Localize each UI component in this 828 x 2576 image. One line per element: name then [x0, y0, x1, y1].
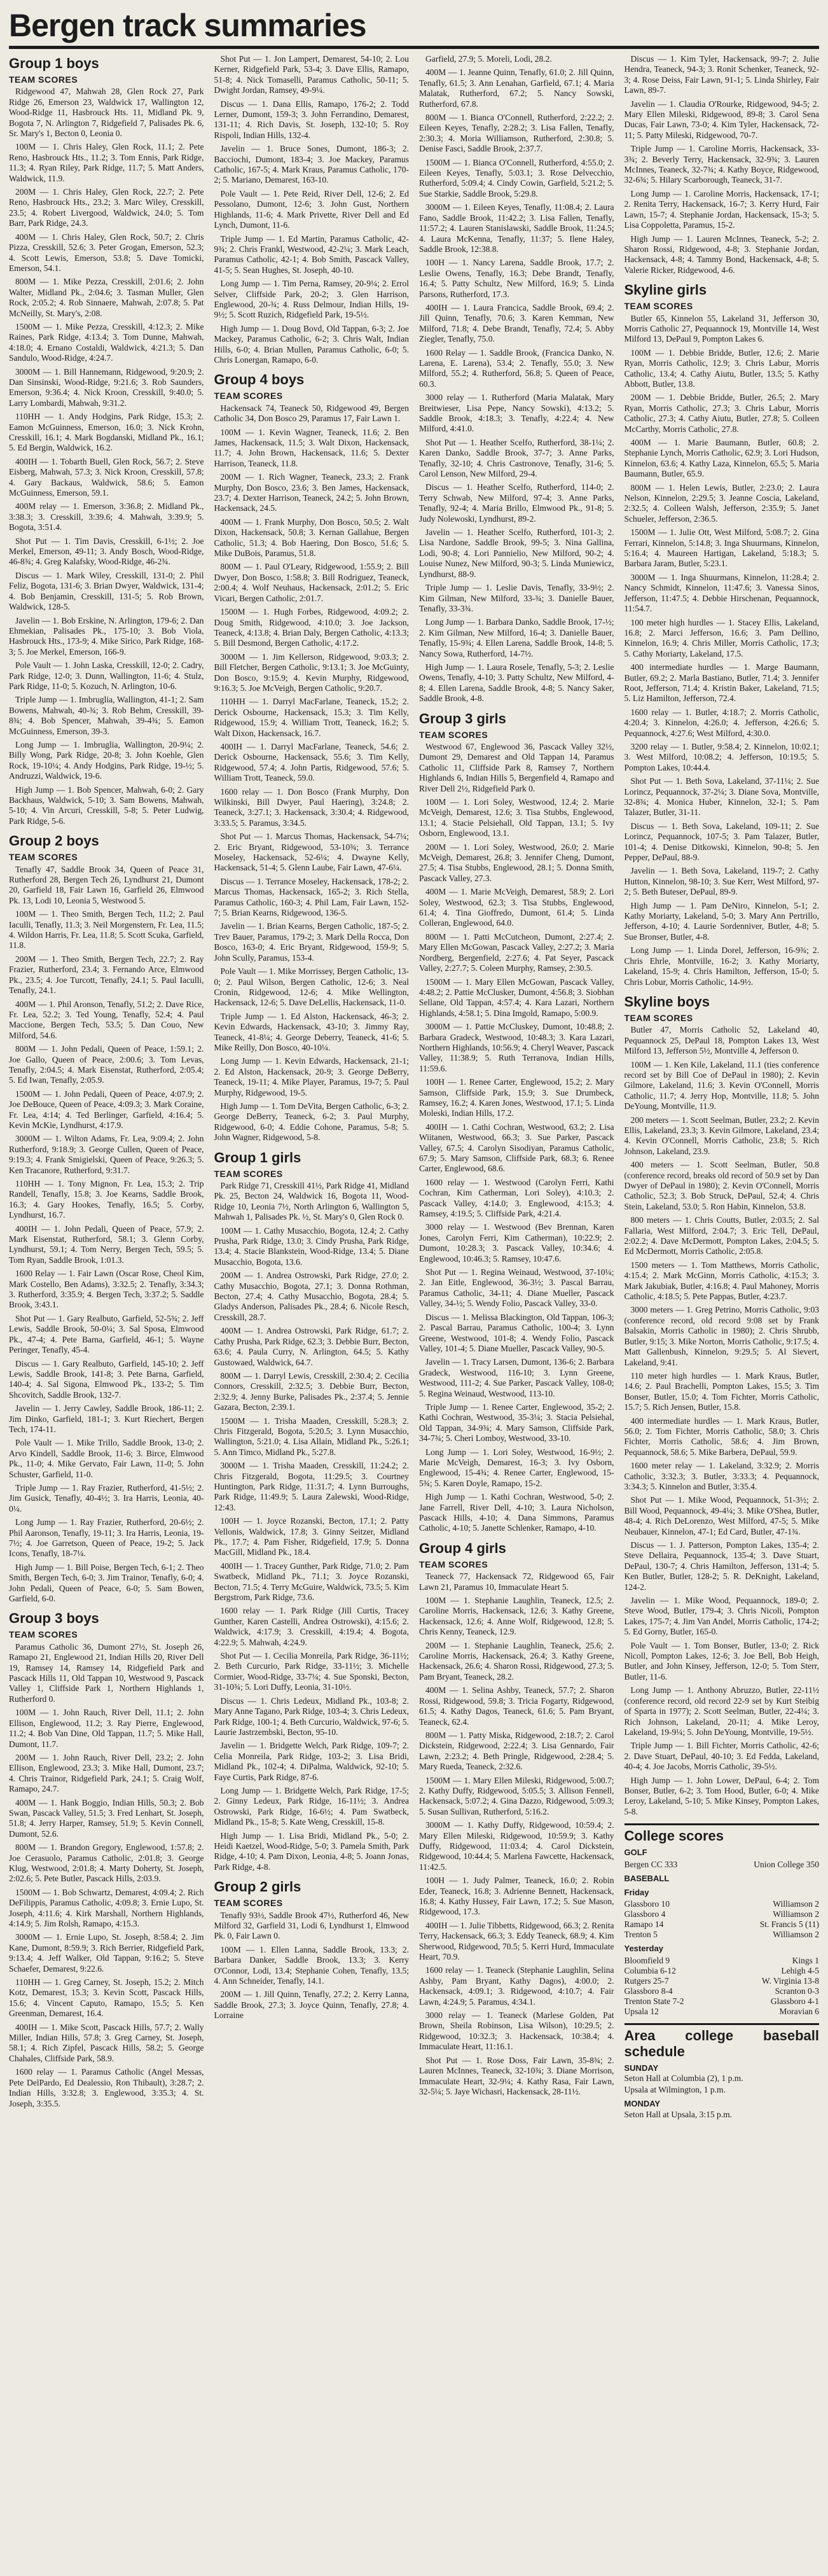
section-heading: Group 3 boys — [9, 1610, 99, 1627]
score-row — [624, 1899, 820, 1909]
result-paragraph: 800M — 1. Brandon Gregory, Englewood, 1:57.8; 2. Joe Cerasuolo, Paramus Catholic, 2:01.8; 3. George Klug, Westwood, 2:01.8; 4. Marty Doherty, St. Joseph, 2:02.6; 5. Pete Butler, Pascack Hills, 2:03.9. — [9, 1842, 204, 1884]
result-paragraph: 100M — 1. Cathy Musacchio, Bogota, 12.4; 2. Cathy Prusha, Park Ridge, 13.0; 3. Cindy Prusha, Park Ridge, 13.4; 4. Stacie Blankstein, Wood-Ridge, 13.4; 5. Diane Musacchio, Bogota, 13.6. — [214, 1225, 409, 1267]
result-paragraph: Shot Put — 1. Gary Realbuto, Garfield, 52-5¾; 2. Jeff Lewis, Saddle Brook, 50-0¼; 3. Sal Sposa, Elmwood Pk., 47-4; 4. Pete Barna, Garfield, 46-1; 5. Wayne Peringer, Tenafly, 45-4. — [9, 1313, 204, 1355]
score-right: Williamson 2 — [773, 1930, 819, 1940]
section-heading: Group 4 girls — [419, 1540, 506, 1556]
headline-rule — [9, 46, 819, 49]
result-paragraph: Pole Vault — 1. Mike Trillo, Saddle Brook, 13-0; 2. Arvo Kindell, Saddle Brook, 11-6; 3. Birce, Elmwood Pk., 11-0; 4. Mike Gervato, Fair Lawn, 11-0; 5. John Schuster, Garfield, 11-0. — [9, 1438, 204, 1479]
column-3 — [419, 54, 614, 2100]
schedule-day: SUNDAY — [624, 2063, 659, 2073]
result-paragraph: 800M — 1. John Pedali, Queen of Peace, 1:59.1; 2. Joe Gallo, Queen of Peace, 2:00.6; 3. Tom Levas, Tenafly, 2:04.5; 4. Mark Eisenstat, Rutherford, 2:05.4; 5. Ed Iwan, Tenafly, 2:05.9. — [9, 1044, 204, 1085]
result-paragraph: Shot Put — 1. Jon Lampert, Demarest, 54-10; 2. Lou Kerner, Ridgefield Park, 53-4; 3. Dave Ellis, Ramapo, 51-8; 4. Nick Tomaselli, Paramus Catholic, 50-11; 5. Dwight Jordan, Ramsey, 49-9¼. — [214, 54, 409, 95]
column-4-body — [624, 54, 820, 1817]
result-paragraph: 800M — 1. Mike Pezza, Cresskill, 2:01.6; 2. John Walter, Midland Pk., 2:04.6; 3. Tasman Muller, Glen Rock, 2:05.2; 4. Rob Sinnaere, Mahwah, 2:07.8; 5. Pat McNeilly, St. Mary's, 2:08. — [9, 277, 204, 318]
result-paragraph: 400IH — 1. Cathi Cochran, Westwood, 63.2; 2. Lisa Wiitanen, Westwood, 66.3; 3. Sue Parker, Pascack Valley, 67.5; 4. Carolyn Sisodiyan, Paramus Catholic, 67.9; 5. Mary Samson, Cliffside Park, 68.3; 6. Renee Carter, Englewood, 68.6. — [419, 1122, 614, 1174]
result-paragraph: High Jump — 1. Bob Spencer, Mahwah, 6-0; 2. Gary Backhaus, Waldwick, 5-10; 3. Sam Bowens, Mahwah, 5-10; 4. Vin Arcuri, Cresskill, 5-8; 5. Peter Ludwig, Park Ridge, 5-6. — [9, 784, 204, 826]
result-paragraph: Hackensack 74, Teaneck 50, Ridgewood 49, Bergen Catholic 34, Don Bosco 29, Paramus 17, Fair Lawn 1. — [214, 403, 409, 424]
result-paragraph: Discus — 1. Mark Wiley, Cresskill, 131-0; 2. Phil Feliz, Bogota, 131-6; 3. Brian Dwyer, Waldwick, 131-4; 4. Bob Benjamin, Cresskill, 131-5; 5. Rob Brown, Waldwick, 128-5. — [9, 570, 204, 612]
result-paragraph: Long Jump — 1. Kevin Edwards, Hackensack, 21-1; 2. Ed Alston, Hackensack, 20-9; 3. George DeBerry, Teaneck, 19-11; 4. Mike Player, Paramus, 19-7; 5. Paul Murphy, Ridgewood, 19-5. — [214, 1056, 409, 1097]
result-paragraph: 1500M — 1. John Pedali, Queen of Peace, 4:07.9; 2. Joe DeBouce, Queen of Peace, 4:09.3; 3. Mark Coraine, Fr. Lea, 4:14; 4. Ted Berlinger, Garfield, 4:16.4; 5. Kevin McKie, Lyndhurst, 4:17.9. — [9, 1089, 204, 1130]
score-right: St. Francis 5 (11) — [759, 1919, 819, 1930]
result-paragraph: 400M — 1. Selina Ashby, Teaneck, 57.7; 2. Sharon Rossi, Ridgewood, 59.8; 3. Tricia Fogarty, Ridgewood, 61.5; 4. Kathy Dagos, Teaneck, 61.6; 5. Pam Bryant, Teaneck, 62.4. — [419, 1685, 614, 1727]
result-paragraph: 200M — 1. Rich Wagner, Teaneck, 23.3; 2. Frank Murphy, Don Bosco, 23.6; 3. Ben James, Hackensack, 23.7; 4. Dexter Harrison, Teaneck, 24.2; 5. John Brown, Hackensack, 24.5. — [214, 472, 409, 513]
result-paragraph: Westwood 67, Englewood 36, Pascack Valley 32½, Dumont 29, Demarest and Old Tappan 14, Paramus Catholic 11, Cliffside Park 8, Ramsey 7, Northern Highlands 6, Indian Hills 5, Bergenfield 4, Ramapo and River Dell 2½, Ridgefield Park 0. — [419, 741, 614, 793]
result-paragraph: 3000 relay — 1. Rutherford (Maria Malatak, Mary Breitwieser, Lisa Pepe, Nancy Sowski), 4:13.2; 5. Saddle Brook, 4:18.3; 3. Tenafly, 4:22.4; 4. New Milford, 4:41.0. — [419, 393, 614, 434]
result-paragraph: Discus — 1. Chris Ledeux, Midland Pk., 103-8; 2. Mary Anne Tagano, Park Ridge, 103-4; 3. Chris Ledeux, Park Ridge, 100-1; 4. Beth Curcurio, Waldwick, 97-6; 5. Laurie Jastrzembski, Becton, 95-10. — [214, 1695, 409, 1737]
result-paragraph: Pole Vault — 1. Tom Bonser, Butler, 13-0; 2. Rick Nicoll, Pompton Lakes, 12-6; 3. Joe Bell, Bob Heigh, Butler, and John Kinsey, Jefferson, 12-0; 5. Tom Sterr, Butler, 11-6. — [624, 1640, 819, 1681]
result-paragraph: 3200 relay — 1. Butler, 9:58.4; 2. Kinnelon, 10:02.1; 3. West Milford, 10:08.2; 4. Jefferson, 10:19.5; 5. Pompton Lakes, 10:44.4. — [624, 741, 819, 772]
result-paragraph: 400IH — 1. Tobarth Buell, Glen Rock, 56.7; 2. Steve Eisberg, Mahwah, 57.3; 3. Nick Kroon, Cresskill, 57.8; 4. Gary Backaus, Waldwick, 58.6; 5. Eamon McGuinness, Emerson, 59.1. — [9, 456, 204, 498]
result-paragraph: 400IH — 1. Julie Tibbetts, Ridgewood, 66.3; 2. Renita Terry, Hackensack, 66.3; 3. Eddy Teaneck, 68.9; 4. Kim Sherwood, Ridgewood, 70.5; 5. Kerri Hurd, Immaculate Heart, 70.9. — [419, 1920, 614, 1962]
column-4 — [624, 54, 820, 2121]
result-paragraph: 3000 meters — 1. Greg Petrino, Morris Catholic, 9:03 (conference record, old record 9:08 set by Frank Balsakin, Morris Catholic in 1980); 2. Chris Shrubb, Butler, 9:15; 3. Mike Norton, Morris Catholic, 9:17.5; 4. Matt Gallenbush, Kinnelon, 9:29.5; 5. Al Sievert, Lakeland, 9:41. — [624, 1305, 819, 1367]
result-paragraph: 100M — 1. Chris Haley, Glen Rock, 11.1; 2. Pete Reno, Hasbrouck Hts., 11.2; 3. Tom Ennis, Park Ridge, 11.3; 4. Ryan Riley, Park Ridge, 11.7; 5. Matt Anders, Waldwick, 11.9. — [9, 142, 204, 183]
result-paragraph: Long Jump — 1. Ray Frazier, Rutherford, 20-6½; 2. Phil Aaronson, Tenafly, 19-11; 3. Ira Harris, Leonia, 19-7½; 4. Joe Garretson, Queen of Peace, 19-2; 5. Jack Icons, Tenafly, 18-7¼. — [9, 1517, 204, 1559]
score-left: Ramapo 14 — [624, 1919, 664, 1930]
result-paragraph: Shot Put — 1. Marcus Thomas, Hackensack, 54-7¼; 2. Eric Bryant, Ridgewood, 53-10¾; 3. Terrance Moseley, Hackensack, 52-6¼; 4. Dwayne Kelly, Hackensack, 51-4; 5. Glenn Laube, Fair Lawn, 47-6¼. — [214, 832, 409, 873]
result-paragraph: 400M — 1. Frank Murphy, Don Bosco, 50.5; 2. Walt Dixon, Hackensack, 50.8; 3. Kernan Gallahue, Bergen Catholic, 51.3; 4. Bob Haering, Don Bosco, 51.6; 5. Mike DuBois, Paramus, 51.8. — [214, 517, 409, 559]
result-paragraph: 1600 relay — 1. Don Bosco (Frank Murphy, Don Wilkinski, Bill Dwyer, Paul Haering), 3:24.8; 2. Teaneck, 3:27.1; 3. Hackensack, 3:30.4; 4. Ridgewood, 3:33.5; 5. Paramus, 3:34.5. — [214, 786, 409, 828]
result-paragraph: 1500M — 1. Mike Pezza, Cresskill, 4:12.3; 2. Mike Raines, Park Ridge, 4:13.4; 3. Tom Dunne, Mahwah, 4:18.0; 4. Ernano Costaldi, Waldwick, 4:21.3; 5. Dan Sandulo, Wood-Ridge, 4:24.7. — [9, 321, 204, 363]
result-paragraph: 400M — 1. Marie Baumann, Butler, 60.8; 2. Stephanie Lynch, Morris Catholic, 62.9; 3. Lori Hudson, Kinnelon, 63.6; 4. Kathy Laza, Kinnelon, 65.5; 5. Maria Baumann, Butler, 65.9. — [624, 438, 819, 479]
result-paragraph: 800M — 1. Patty Miska, Ridgewood, 2:18.7; 2. Carol Dickstein, Ridgewood, 2:22.4; 3. Lisa Gennardo, Fair Lawn, 2:23.2; 4. Beth Pringle, Ridgewood, 2:28.4; 5. Mary Rueda, Teaneck, 2:32.6. — [419, 1730, 614, 1772]
result-paragraph: 1600 relay — 1. Butler, 4:18.7; 2. Morris Catholic, 4:20.4; 3. Kinnelon, 4:26.0; 4. Jefferson, 4:26.6; 5. Pequannock, 4:27.6; West Milford, 4:30.0. — [624, 707, 819, 738]
result-paragraph: Javelin — 1. Claudia O'Rourke, Ridgewood, 94-5; 2. Mary Ellen Mileski, Ridgewood, 89-8; 3. Carol Sena Ducas, Fair Lawn, 73-0; 4. Kim Tyler, Hackensack, 72-11; 5. Patty Mileski, Ridgewood, 70-7. — [624, 99, 819, 140]
result-paragraph: 200M — 1. John Rauch, River Dell, 23.2; 2. John Ellison, Englewood, 23.3; 3. Mike Hall, Dumont, 23.7; 4. Chris Trainor, Ridgefield Park, 24.1; 5. Craig Wolf, Ramapo, 24.7. — [9, 1752, 204, 1794]
result-paragraph: Pole Vault — 1. Mike Morrissey, Bergen Catholic, 13-0; 2. Paul Wilson, Bergen Catholic, 12-6; 3. Neal Cronin, Ridgewood, 12-6; 4. Mike Wellington, Hackensack, 12-6; 5. Dave DeLellis, Hackensack, 11-0. — [214, 966, 409, 1008]
college-scores-box — [624, 1823, 820, 2017]
result-paragraph: Javelin — 1. Beth Sova, Lakeland, 119-7; 2. Cathy Hutton, Kinnelon, 98-10; 3. Sue Kerr, West Milford, 97-2; 5. Beth Buteser, DePaul, 89-9. — [624, 866, 819, 897]
baseball-schedule-box — [624, 2023, 820, 2120]
score-row — [624, 1930, 820, 1940]
result-paragraph: Discus — 1. Kim Tyler, Hackensack, 99-7; 2. Julie Hendra, Teaneck, 94-3; 3. Ronit Schenker, Teaneck, 92-3; 4. Rose Deiss, Fair Lawn, 91-1; 5. Linda Shirley, Fair Lawn, 89-7. — [624, 54, 819, 95]
result-paragraph: High Jump — 1. Pam DeNiro, Kinnelon, 5-1; 2. Kathy Moriarty, Lakeland, 5-0; 3. Mary Ann Pertrillo, Jefferson, 4-10; 4. Laurie Sordenniver, Butler, 4-8; 5. Sue Bronser, Butler, 4-8. — [624, 900, 819, 942]
result-paragraph: 1600 relay — 1. Westwood (Carolyn Ferri, Kathi Cochran, Kim Catherman, Lori Soley), 4:10.3; 2. Pascack Valley, 4:14.0; 3. Englewood, 4:15.3; 4. Ramsey, 4:19.5; 5. Cliffside Park, 4:21.4. — [419, 1177, 614, 1219]
team-scores-label: TEAM SCORES — [9, 1629, 78, 1640]
section-heading: Group 3 girls — [419, 710, 506, 727]
score-row — [624, 2007, 820, 2017]
result-paragraph: 400IH — 1. Mike Scott, Pascack Hills, 57.7; 2. Wally Miller, Indian Hills, 57.8; 3. Greg Carney, St. Joseph, 58.1; 4. Rich Zipfel, Pascack Hills, 58.2; 5. George Chahales, Cliffside Park, 58.9. — [9, 2022, 204, 2063]
result-paragraph: 200M — 1. Debbie Bridde, Butler, 26.5; 2. Mary Ryan, Morris Catholic, 27.3; 3. Chris Labur, Morris Catholic, 27.3; 4. Cathy Aiutu, Butler, 27.8; 5. Colleen McCarthy, Morris Catholic, 27.8. — [624, 393, 819, 434]
schedule-line: Upsala at Wilmington, 1 p.m. — [624, 2085, 726, 2095]
result-paragraph: Long Jump — 1. Tim Perna, Ramsey, 20-9¼; 2. Errol Selver, Cliffside Park, 20-2; 3. Glen Harrison, Englewood, 20-¾; 4. Russ Delmour, Indian Hills, 19-9½; 5. Scott Ruzich, Ridgefield Park, 19-5½. — [214, 279, 409, 320]
score-left: Bloomfield 9 — [624, 1955, 670, 1965]
score-right: W. Virginia 13-8 — [761, 1975, 819, 1986]
result-paragraph: 1500M — 1. Julie Ott, West Milford, 5:08.7; 2. Gina Ferrari, Kinnelon, 5:14.8; 3. Inga Shuurmans, Kinnelon, 5:16.4; 4. Maureen Hartigan, Lakeland, 5:18.3; 5. Barbara Jaram, Butler, 5:23.1. — [624, 527, 819, 569]
result-paragraph: 3000 relay — 1. Westwood (Bev Brennan, Karen Jones, Carolyn Ferri, Kim Catherman), 10:22.9; 2. Dumont, 10:28.3; 3. Pascack Valley, 10:34.6; 4. Englewood, 10:46.3; 5. Ramsey, 10:47.6. — [419, 1222, 614, 1264]
result-paragraph: Javelin — 1. Jerry Cawley, Saddle Brook, 186-11; 2. Jim Dinko, Garfield, 181-1; 3. Kurt Riechert, Bergen Tech, 174-11. — [9, 1403, 204, 1434]
result-paragraph: Javelin — 1. Heather Scelfo, Rutherford, 101-3; 2. Lisa Nardone, Saddle Brook, 99-5; 3. Nina Gallina, Lodi, 90-8; 4. Lori Pannielio, New Milford, 90-2; 4. Louise Nunez, New Milford, 90-3; 5. Linda Muniewicz, Lyndhurst, 88-9. — [419, 527, 614, 579]
result-paragraph: 100M — 1. Stephanie Laughlin, Teaneck, 12.5; 2. Caroline Morris, Hackensack, 12.6; 3. Kathy Greene, Hackensack, 12.6; 4. Anne Wolf, Ridgewood, 12.8; 5. Chris Kenny, Teaneck, 12.9. — [419, 1596, 614, 1637]
result-paragraph: Discus — 1. Gary Realbuto, Garfield, 145-10; 2. Jeff Lewis, Saddle Brook, 141-8; 3. Pete Barna, Garfield, 140-4; 4. Sal Sigona, Elmwood Pk., 133-2; 5. Tim Shcovitch, Saddle Brook, 132-7. — [9, 1358, 204, 1400]
team-scores-label: TEAM SCORES — [624, 301, 693, 312]
result-paragraph: 100 meter high hurdles — 1. Stacey Ellis, Lakeland, 16.8; 2. Marci Jefferson, 16.6; 3. Pam Dellino, Kinnelon, 16.9; 4. Chris Miller, Morris Catholic, 17.3; 5. Cathy Moriarty, Lakeland, 17.5. — [624, 617, 819, 658]
result-paragraph: 100M — 1. Lori Soley, Westwood, 12.4; 2. Marie McVeigh, Demarest, 12.6; 3. Tisa Stubbs, Englewood, 13.1; 4. Stacie Pelsiehall, Old Tappan, 13.1; 5. Ivy Osborn, Englewood, 13.1. — [419, 797, 614, 839]
result-paragraph: Triple Jump — 1. Ray Frazier, Rutherford, 41-5½; 2. Jim Gusick, Tenafly, 40-4½; 3. Ira Harris, Leonia, 40-0¼. — [9, 1482, 204, 1514]
score-right: Scranton 0-3 — [775, 1986, 819, 1996]
result-paragraph: 1500M — 1. Hugh Forbes, Ridgewood, 4:09.2; 2. Doug Smith, Ridgewood, 4:10.0; 3. Joe Jackson, Teaneck, 4:13.8; 4. Brian Daly, Bergen Catholic, 4:13.3; 5. Bill Desmond, Bergen Catholic, 4:17.2. — [214, 607, 409, 648]
result-paragraph: Javelin — 1. Brian Kearns, Bergen Catholic, 187-5; 2. Trev Bauer, Paramus, 179-2; 3. Mark Della Rocca, Don Bosco, 163-0; 4. Eric Bryant, Ridgewood, 159-9; 5. John Scully, Paramus, 153-4. — [214, 921, 409, 963]
baseball-schedule-title: Area college baseball schedule — [624, 2027, 819, 2059]
result-paragraph: Shot Put — 1. Mike Wood, Pequannock, 51-3½; 2. Bill Wood, Pequannock, 49-4¼; 3. Mike O'Shea, Butler, 48-4; 4. Rich DeLorenzo, West Milford, 47-5; 5. Mike Neubauer, Kinnelon, 47-1; Ed Card, Butler, 47-1¾. — [624, 1495, 819, 1536]
result-paragraph: 110HH — 1. Greg Carney, St. Joseph, 15.2; 2. Mitch Kotz, Demarest, 15.3; 3. Kevin Scott, Pascack Hills, 15.6; 4. Vincent Caputo, Ramapo, 15.5; 5. Ken Greenman, Demarest, 16.4. — [9, 1977, 204, 2019]
result-paragraph: High Jump — 1. John Lower, DePaul, 6-4; 2. Tom Bonser, Butler, 6-2; 3. Tom Hood, Butler, 6-0; 4. Mike Leroy, Lakeland, 5-10; 5. Mike Kinsey, Pompton Lakes, 5-8. — [624, 1775, 819, 1816]
result-paragraph: 400IH — 1. Laura Francica, Saddle Brook, 69.4; 2. Jill Quinn, Tenafly, 70.6; 3. Karen Kemman, New Milford, 71.8; 4. Debe Brandt, Tenafly, 72.4; 5. Abby Ziegler, Tenafly, 75.0. — [419, 302, 614, 344]
score-row — [624, 1909, 820, 1919]
result-paragraph: Discus — 1. J. Patterson, Pompton Lakes, 135-4; 2. Steve Dellaira, Pequannock, 135-4; 3. Dave Stuart, DePaul, 130-7; 4. Chris Hamilton, Jefferson, 131-4; 5. Ken Butler, Butler, 128-2; 5. R. DeKnight, Lakeland, 124-2. — [624, 1540, 819, 1592]
section-heading: Group 2 girls — [214, 1879, 301, 1895]
result-paragraph: Garfield, 27.9; 5. Moreli, Lodi, 28.2. — [425, 54, 552, 64]
result-paragraph: 3000M — 1. Eileen Keyes, Tenafly, 11:08.4; 2. Laura Fano, Saddle Brook, 11:42.2; 3. Lisa Fallen, Tenafly, 11:57.2; 4. Lauren Stanislawski, Saddle Brook, 11:24.5; 4. Laura McKenna, Tenafly, 11:37; 5. Ilene Haley, Saddle Brook, 12:38.8. — [419, 202, 614, 254]
result-paragraph: Long Jump — 1. Bridgette Welch, Park Ridge, 17-5; 2. Ginny Ledeux, Park Ridge, 16-11½; 3. Andrea Ostrowski, Park Ridge, 16-6½; 4. Pam Swatbeck, Midland Pk., 15-8; 5. Kate Weng, Cresskill, 15-8. — [214, 1785, 409, 1827]
result-paragraph: Triple Jump — 1. Imbruglia, Wallington, 41-1; 2. Sam Bowens, Mahwah, 40-¾; 3. Rob Behm, Cresskill, 39-8¾; 4. Bob Spencer, Mahwah, 39-4¾; 5. Eamon McGuinness, Emerson, 39-3. — [9, 695, 204, 736]
result-paragraph: 400 meters — 1. Scott Seelman, Butler, 50.8 (conference record, breaks old record of 50.9 set by Dan Dwyer of DePaul in 1980); 2. Kevin O'Connell, Morris Catholic, 52.3; 3. Bob Struck, DePaul, 52.4; 4. Chris Stein, Lakeland, 53.0; 5. Ron Habin, Kinnelon, 53.8. — [624, 1160, 819, 1211]
result-paragraph: Long Jump — 1. Lori Soley, Westwood, 16-9½; 2. Marie McVeigh, Demarest, 16-3; 3. Ivy Osborn, Englewood, 15-4¾; 4. Renee Carter, Englewood, 15-5¾; 5. Karen Doyle, Ramapo, 15-2. — [419, 1447, 614, 1488]
result-paragraph: Javelin — 1. Bob Erskine, N. Arlington, 179-6; 2. Dan Ehmekian, Palisades Pk., 175-10; 3. Bob Viola, Hasbrouck Hts., 173-9; 4. Mike Sirico, Park Ridge, 168-3; 5. Joe Merkel, Emerson, 166-9. — [9, 615, 204, 657]
result-paragraph: 100M — 1. Kevin Wagner, Teaneck, 11.6; 2. Ben James, Hackensack, 11.5; 3. Walt Dixon, Hackensack, 11.7; 4. John Brown, Hackensack, 11.6; 5. Dexter Harrison, Teaneck, 11.8. — [214, 427, 409, 468]
result-paragraph: Triple Jump — 1. Ed Martin, Paramus Catholic, 42-9¾; 2. Chris Frankl, Westwood, 42-2¼; 3. Mark Leach, Paramus Catholic, 42-1; 4. Bob Smith, Pascack Valley, 41-5; 5. Sean Hughes, St. Joseph, 40-10. — [214, 233, 409, 275]
result-paragraph: 110HH — 1. Darryl MacFarlane, Teaneck, 15.2; 2. Derick Osbourne, Hackensack, 15.3; 3. Tim Kelly, Ridgewood, 15.9; 4. William Trott, Teaneck, 16.2; 5. Walt Dixon, Hackensack, 16.7. — [214, 697, 409, 738]
result-paragraph: Tenafly 47, Saddle Brook 34, Queen of Peace 31, Rutherford 28, Bergen Tech 26, Lyndhurst 21, Dumont 20, Garfield 18, Fair Lawn 16, Garfield 26, Elmwood Pk. 13, Lodi 10, Leonia 5, Westwood 5. — [9, 864, 204, 905]
result-paragraph: 400M — 1. Marie McVeigh, Demarest, 58.9; 2. Lori Soley, Westwood, 62.3; 3. Tisa Stubbs, Englewood, 61.4; 4. Tina Gioffredo, Dumont, 61.4; 5. Linda Colleran, Englewood, 64.0. — [419, 887, 614, 928]
score-left: Upsala 12 — [624, 2006, 659, 2016]
score-row — [624, 1966, 820, 1976]
result-paragraph: Tenafly 93½, Saddle Brook 47½, Rutherford 46, New Milford 32, Garfield 31, Lodi 6, Lyndhurst 1, Elmwood Pk. 0, Fair Lawn 0. — [214, 1910, 409, 1941]
result-paragraph: 1600 meter relay — 1. Lakeland, 3:32.9; 2. Morris Catholic, 3:32.3; 3. Butler, 3:33.3; 4. Pequannock, 3:34.3; 5. Kinnelon and Butler, 3:35.4. — [624, 1461, 819, 1491]
score-right: Kings 1 — [792, 1955, 819, 1965]
result-paragraph: 3000M — 1. Inga Shuurmans, Kinnelon, 11:28.4; 2. Nancy Schmidt, Kinnelon, 11:47.6; 3. Vanessa Sinos, Jefferson, 11:47.5; 4. Debbie Hirschenan, Pequannock, 11:54.7. — [624, 572, 819, 614]
result-paragraph: 3000M — 1. Wilton Adams, Fr. Lea, 9:09.4; 2. John Rutherford, 9:18.9; 3. George Cullen, Queen of Peace, 9:19.3; 4. Frank Smigielski, Queen of Peace, 9:26.3; 5. Ken Tracanore, Rutherford, 9:31.7. — [9, 1134, 204, 1175]
college-scores-groups — [624, 1848, 820, 2017]
section-heading: Skyline boys — [624, 993, 710, 1010]
result-paragraph: 400M — 1. Jeanne Quinn, Tenafly, 61.0; 2. Jill Quinn, Tenafly, 61.5; 3. Ann Lenahan, Garfield, 67.1; 4. Maria Malatak, Rutherford, 67.2; 5. Nancy Sowski, Rutherford, 67.8. — [419, 67, 614, 109]
schedule-day: MONDAY — [624, 2099, 661, 2109]
score-row — [624, 1919, 820, 1930]
result-paragraph: 200M — 1. Jill Quinn, Tenafly, 27.2; 2. Kerry Lanna, Saddle Brook, 27.3; 3. Joyce Quinn, Tenafly, 27.8; 4. Lorraine — [214, 1989, 409, 2021]
result-paragraph: 200M — 1. Lori Soley, Westwood, 26.0; 2. Marie McVeigh, Demarest, 26.8; 3. Jennifer Cheng, Dumont, 27.5; 4. Tisa Stubbs, Englewood, 28.1; 5. Donna Smith, Pascack Valley, 27.3. — [419, 842, 614, 883]
college-scores-title: College scores — [624, 1828, 724, 1844]
result-paragraph: 1500M — 1. Bianca O'Connell, Rutherford, 4:55.0; 2. Eileen Keyes, Tenafly, 5:03.1; 3. Rose Delvecchio, Rutherford, 5:09.4; 4. Cindy Cowin, Garfield, 5:21.2; 5. Sue Starkie, Saddle Brook, 5:29.8. — [419, 157, 614, 198]
result-paragraph: 1600 Relay — 1. Fair Lawn (Oscar Rose, Cheol Kim, Mark Costello, Ben Adams), 3:32.5; 2. Tenafly, 3:34.3; 3. Rutherford, 3:35.9; 4. Bergen Tech, 3:37.2; 5. Saddle Brook, 3:43.1. — [9, 1269, 204, 1310]
result-paragraph: Butler 47, Morris Catholic 52, Lakeland 40, Pequannock 25, DePaul 18, Pompton Lakes 13, West Milford 13, Jefferson 5½, Montville 4, Jefferson 0. — [624, 1025, 819, 1056]
result-paragraph: Javelin — 1. Bridgette Welch, Park Ridge, 109-7; 2. Celia Monreila, Park Ridge, 103-2; 3. Lisa Bridi, Midland Pk., 102-4; 4. DiPalma, Waldwick, 92-10; 5. Faye Curtis, Park Ridge, 87-6. — [214, 1741, 409, 1782]
result-paragraph: Long Jump — 1. Caroline Morris, Hackensack, 17-1; 2. Renita Terry, Hackensack, 16-7; 3. Kerry Hurd, Fair Lawn, 15-7; 4. Stephanie Jordan, Hackensack, 15-3; 5. Lisa Coppoletta, Paramus, 15-2. — [624, 188, 819, 230]
result-paragraph: High Jump — 1. Lisa Bridi, Midland Pk., 5-0; 2. Heidi Kaetzel, Wood-Ridge, 5-0; 3. Pamela Smith, Park Ridge, 4-10; 4. Pam Dixon, Leonia, 4-8; 5. Joann Jonas, Park Ridge, 4-8. — [214, 1830, 409, 1872]
sport-label: GOLF — [624, 1848, 647, 1858]
result-paragraph: Discus — 1. Heather Scelfo, Rutherford, 114-0; 2. Terry Schwab, New Milford, 97-4; 3. Anne Parks, Tenafly, 92-4; 4. Maria Brillo, Elmwood Pk., 91-8; 5. Judy Nolewoski, Lyndhurst, 89-2. — [419, 482, 614, 524]
result-paragraph: Long Jump — 1. Anthony Abruzzo, Butler, 22-11½ (conference record, old record 22-9 set by Kurt Steibig of Sparta in 1977); 2. Scott Seelman, Butler, 22-4¼; 3. Rich Johnson, Lakeland, 20-11; 4. Mike Leroy, Lakeland, 19-9¼; 5. John DeYoung, Montville, 19-5½. — [624, 1685, 819, 1737]
result-paragraph: Shot Put — 1. Cecilia Monreila, Park Ridge, 36-11½; 2. Beth Curcurio, Park Ridge, 33-11½; 3. Michelle Cormier, Wood-Ridge, 33-7¼; 4. Sue Sponski, Becton, 31-10¾; 5. Lori Duffy, Leonia, 31-10½. — [214, 1651, 409, 1692]
team-scores-label: TEAM SCORES — [419, 729, 488, 740]
result-paragraph: 800M — 1. Paul O'Leary, Ridgewood, 1:55.9; 2. Bill Dwyer, Don Bosco, 1:58.8; 3. Bill Rodriguez, Teaneck, 2:00.4; 4. Wolf Neuhaus, Hackensack, 2:01.2; 5. Eric Vicari, Bergen Catholic, 2:01.7. — [214, 562, 409, 603]
score-row — [624, 1996, 820, 2007]
result-paragraph: 3000 relay — 1. Teaneck (Marlese Golden, Pat Brown, Sheila Robinson, Lisa Wilson), 10:29.5; 2. Ridgewood, 10:32.3; 3. Hackensack, 10:38.4; 4. Immaculate Heart, 11:16.1. — [419, 2010, 614, 2052]
result-paragraph: 1500 meters — 1. Tom Matthews, Morris Catholic, 4:15.4; 2. Mark McGinn, Morris Catholic, 4:15.3; 3. Mark Jakubiak, Butler, 4:16.8; 4. Paul Mahoney, Morris Catholic, 4:18.5; 5. Pete Pappas, Butler, 4:23.7. — [624, 1260, 819, 1302]
score-left: Glassboro 4 — [624, 1909, 666, 1919]
result-paragraph: Shot Put — 1. Rose Doss, Fair Lawn, 35-8¾; 2. Lauren McInnes, Teaneck, 32-10¾; 3. Diane Morrison, Immaculate Heart, 32-9¼; 4. Kathy Rasa, Fair Lawn, 32-5¼; 5. Jaye Wichasri, Hackensack, 28-11½. — [419, 2055, 614, 2096]
result-paragraph: Javelin — 1. Bruce Sones, Dumont, 186-3; 2. Bacciochi, Dumont, 183-4; 3. Joe Mackey, Paramus Catholic, 167-5; 4. Mark Kraus, Paramus Catholic, 170-2; 5. Mariano, Demarest, 163-10. — [214, 144, 409, 185]
section-heading: Group 1 girls — [214, 1149, 301, 1166]
result-paragraph: 200 meters — 1. Scott Seelman, Butler, 23.2; 2. Kevin Ellis, Lakeland, 23.3; 3. Kevin Gilmore, Lakeland, 23.4; 4. Kevin O'Connell, Morris Catholic, 23.8; 5. Rich Johnson, Lakeland, 23.9. — [624, 1115, 819, 1156]
result-paragraph: 100M — 1. John Rauch, River Dell, 11.1; 2. John Ellison, Englewood, 11.2; 3. Ray Pierre, Englewood, 11.2; 4. Bob Van Dine, Old Tappan, 11.7; 5. Mike Hall, Dumont, 11.7. — [9, 1708, 204, 1749]
sport-label: BASEBALL — [624, 1873, 670, 1883]
score-left: Trenton State 7-2 — [624, 1996, 684, 2006]
team-scores-label: TEAM SCORES — [214, 1168, 283, 1179]
section-heading: Skyline girls — [624, 282, 707, 298]
result-paragraph: Discus — 1. Beth Sova, Lakeland, 109-11; 2. Sue Lorincz, Pequannock, 107-5; 3. Pam Talazer, Butler, 101-4; 4. Denise Ditkowski, Kinnelon, 90-8; 5. Jen Pepper, DePaul, 88-9. — [624, 821, 819, 863]
column-1 — [9, 54, 204, 2112]
result-paragraph: Long Jump — 1. Barbara Danko, Saddle Brook, 17-½; 2. Kim Gilman, New Milford, 16-4; 3. Danielle Bauer, Tenafly, 15-9¾; 4. Ellen Larena, Saddle Brook, 14-8; 5. Nancy Sowa, Rutherford, 14-7½. — [419, 617, 614, 658]
result-paragraph: High Jump — 1. Lauren McInnes, Teaneck, 5-2; 2. Sharon Rossi, Ridgewood, 4-8; 3. Stephanie Jordan, Hackensack, 4-8; 4. Tammy Bond, Hackensack, 4-8; 5. Valerie Ricker, Ridgewood, 4-6. — [624, 233, 819, 275]
result-paragraph: 400M — 1. Phil Aronson, Tenafly, 51.2; 2. Dave Rice, Fr. Lea, 52.2; 3. Ted Young, Tenafly, 52.4; 4. Paul Maccione, Bergen Tech, 53.5; 5. Dan Couo, New Milford, 54.6. — [9, 999, 204, 1040]
result-paragraph: 400IH — 1. John Pedali, Queen of Peace, 57.9; 2. Mark Eisenstat, Rutherford, 58.1; 3. Glenn Corby, Lyndhurst, 59.1; 4. Tom Nerry, Bergen Tech, 59.5; 5. Tom Ryan, Saddle Brook, 1:01.3. — [9, 1223, 204, 1265]
result-paragraph: 100H — 1. Nancy Larena, Saddle Brook, 17.7; 2. Leslie Owens, Tenafly, 16.3; Debe Brandt, Tenafly, 16.4; 5. Patty Schultz, New Milford, 16.9; 5. Linda Parsons, Rutherford, 17.3. — [419, 258, 614, 299]
team-scores-label: TEAM SCORES — [624, 1012, 693, 1023]
score-row — [624, 1976, 820, 1986]
score-row — [624, 1986, 820, 1996]
result-paragraph: 3000M — 1. Jim Kellerson, Ridgewood, 9:03.3; 2. Bill Fletcher, Bergen Catholic, 9:13.1; 3. Joe McGuinty, Don Bosco, 9:15.9; 4. Kevin Murphy, Ridgewood, 9:16.3; 5. Joe McVeigh, Bergen Catholic, 9:20.7. — [214, 651, 409, 693]
result-paragraph: 400 intermediate hurdles — 1. Marge Baumann, Butler, 69.2; 2. Marla Bastiano, Butler, 71.4; 3. Jennifer Root, Jefferson, 71.4; 4. Kristin Baker, Lakeland, 71.5; 5. Liz Hamilton, Jefferson, 72.4. — [624, 662, 819, 704]
result-paragraph: Butler 65, Kinnelon 55, Lakeland 31, Jefferson 30, Morris Catholic 27, Pequannock 19, Montville 14, West Milford 13, DePaul 9, Pompton Lakes 6. — [624, 313, 819, 344]
result-paragraph: Shot Put — 1. Regina Weinaud, Westwood, 37-10¼; 2. Jan Eitle, Englewood, 36-3½; 3. Pascal Barrau, Paramus Catholic, 34-11; 4. Diane Mueller, Pascack Valley, 34-½; 5. Wendy Folio, Pascack Valley, 33-0. — [419, 1267, 614, 1309]
result-paragraph: 800 meters — 1. Chris Coutts, Butler, 2:03.5; 2. Sal Fallaria, West Milford, 2:04.7; 3. Eric Tell, DePaul, 2:02.2; 4. Dave McDermott, Pompton Lakes, 2:04.5; 5. Ed McDermott, Morris Catholic, 2:05.8. — [624, 1215, 819, 1257]
result-paragraph: Pole Vault — 1. Pete Reid, River Dell, 12-6; 2. Ed Pessolano, Dumont, 12-6; 3. John Gust, Northern Highlands, 11-6; 4. Mark Privette, River Dell and Ed Lynch, Dumont, 11-6. — [214, 188, 409, 230]
result-paragraph: 400M — 1. Andrea Ostrowski, Park Ridge, 61.7; 2. Cathy Prusha, Park Ridge, 62.3; 3. Debbie Burr, Becton, 63.6; 4. Paula Curry, N. Arlington, 64.5; 5. Kathy Gustowaed, Waldwick, 64.7. — [214, 1326, 409, 1367]
score-right: Lehigh 4-5 — [781, 1965, 819, 1975]
team-scores-label: TEAM SCORES — [9, 74, 78, 85]
result-paragraph: 200M — 1. Theo Smith, Bergen Tech, 22.7; 2. Ray Frazier, Rutherford, 23.4; 3. Fernando Arce, Elmwood Pk., 23.5; 4. Joe Turcott, Tenafly, 24.1; 5. Paul Iaculli, Tenafly, 24.1. — [9, 954, 204, 996]
result-paragraph: High Jump — 1. Laura Rosele, Tenafly, 5-3; 2. Leslie Owens, Tenafly, 4-10; 3. Patty Schultz, New Milford, 4-8; 4. Ellen Larena, Saddle Brook, 4-8; 5. Nancy Saker, Saddle Brook, 4-8. — [419, 662, 614, 704]
result-paragraph: Shot Put — 1. Tim Davis, Cresskill, 6-1½; 2. Joe Merkel, Emerson, 49-11; 3. Andy Bosch, Wood-Ridge, 46-8¾; 4. Greg Kalafsky, Wood-Ridge, 46-2¾. — [9, 536, 204, 567]
result-paragraph: 400IH — 1. Darryl MacFarlane, Teaneck, 54.6; 2. Derick Osbourne, Hackensack, 55.6; 3. Tim Kelly, Ridgewood, 57.4; 4. John Partis, Ridgewood, 57.6; 5. William Trott, Teaneck, 59.0. — [214, 741, 409, 783]
score-right: Williamson 2 — [773, 1909, 819, 1919]
result-paragraph: Park Ridge 71, Cresskill 41½, Park Ridge 41, Midland Pk. 25, Becton 24, Waldwick 16, Bogota 11, Wood-Ridge 10, Leonia 7½, North Arlington 6, Wallington 5, Mahwah 1, Palisades Pk. ½, St. Mary's 0, Glen Rock 0. — [214, 1181, 409, 1222]
result-paragraph: 3000M — 1. Kathy Duffy, Ridgewood, 10:59.4; 2. Mary Ellen Mileski, Ridgewood, 10:59.9; 3. Kathy Duffy, Ridgewood, 11:03.4; 4. Carol Dickstein, Ridgewood, 10:44.4; 5. Marlena Fawcette, Hackensack, 11:42.5. — [419, 1820, 614, 1872]
result-paragraph: 200M — 1. Chris Haley, Glen Rock, 22.7; 2. Pete Reno, Hasbrouck Hts., 23.2; 3. Marc Wiley, Cresskill, 23.5; 4. Robert Livergood, Waldwick, 24.0; 5. Tom Barr, Park Ridge, 24.3. — [9, 187, 204, 228]
result-paragraph: 100M — 1. Ellen Lanna, Saddle Brook, 13.3; 2. Barbara Danker, Saddle Brook, 13.3; 3. Kerry O'Connor, Lodi, 13.4; Stephanie Cohen, Tenafly, 13.5; 4. Ann Schneider, Tenafly, 14.1. — [214, 1944, 409, 1986]
result-paragraph: 3000M — 1. Bill Hannemann, Ridgewood, 9:20.9; 2. Dan Sinsinski, Wood-Ridge, 9:21.6; 3. Rob Saunders, Emerson, 9:36.4; 4. Nick Kroon, Cresskill, 9:40.0; 5. Larry Lombardi, Mahwah, 9:31.2. — [9, 366, 204, 408]
page-headline: Bergen track summaries — [9, 8, 366, 43]
score-row — [624, 1956, 820, 1966]
result-paragraph: Long Jump — 1. Imbruglia, Wallington, 20-9¼; 2. Billy Wong, Park Ridge, 20-8; 3. John Koehle, Glen Rock, 19-10¼; 4. Andy Hodgins, Park Ridge, 19-½; 5. Andruzzi, Waldwick, 19-6. — [9, 739, 204, 781]
result-paragraph: 400M relay — 1. Emerson, 3:36.8; 2. Midland Pk., 3:38.3; 3. Cresskill, 3:39.6; 4. Mahwah, 3:39.9; 5. Bogota, 3:51.4. — [9, 501, 204, 533]
result-paragraph: 110HH — 1. Tony Mignon, Fr. Lea, 15.3; 2. Trip Randell, Tenafly, 15.8; 3. Joe Kearns, Saddle Brook, 16.3; 4. Gary Hookes, Tenafly, 16.5; 5. Corby, Lyndhurst, 16.7. — [9, 1179, 204, 1220]
result-paragraph: 3000M — 1. Pattie McCluskey, Dumont, 10:48.8; 2. Barbara Gradeck, Westwood, 10:48.3; 3. Kara Lazari, Northern Highlands, 10:56.9; 4. Cheryl Weaver, Pascack Valley, 11:38.9; 5. Ruth Terranova, Indian Hills, 11:59.6. — [419, 1022, 614, 1073]
score-right: Union College 350 — [754, 1859, 819, 1869]
result-paragraph: Shot Put — 1. Heather Scelfo, Rutherford, 38-1¼; 2. Karen Danko, Saddle Brook, 37-7; 3. Anne Parks, Tenafly, 32-10; 4. Chris Castronove, Tenafly, 31-6; 5. Carol Lenson, New Milford, 29-4. — [419, 437, 614, 479]
result-paragraph: Triple Jump — 1. Caroline Morris, Hackensack, 33-3¾; 2. Beverly Terry, Hackensack, 32-9¾; 3. Lauren McInnes, Teaneck, 32-7¾; 4. Kathy Boyce, Ridgewood, 32-6¾; 5. Hilary Scarborough, Teaneck, 31-7. — [624, 144, 819, 185]
result-paragraph: 1600 relay — 1. Park Ridge (Jill Curtis, Tracey Gunther, Karen Castelli, Andrea Ostrowski), 4:15.6; 2. Waldwick, 4:17.9; 3. Cresskill, 4:19.4; 4. Bogota, 4:22.9; 5. Mahwah, 4:24.9. — [214, 1606, 409, 1647]
result-paragraph: Ridgewood 47, Mahwah 28, Glen Rock 27, Park Ridge 26, Emerson 23, Waldwick 17, Wallington 12, Wood-Ridge 11, Hasbrouck Hts. 11, Midland Pk. 9, Bogota 7, N. Arlington 7, Ridgefield 7, Palisades Pk. 6, Sr. Mary's 1, Becton 0, Leonia 0. — [9, 87, 204, 139]
result-paragraph: 1600 relay — 1. Teaneck (Stephanie Laughlin, Selina Ashby, Pam Bryant, Kathy Dagos), 4:00.0; 2. Hackensack, 4:09.1; 3. Ridgewood, 4:10.7; 4. Fair Lawn, 4:24.9; 5. Paramus, 4:34.1. — [419, 1965, 614, 2007]
result-paragraph: Triple Jump — 1. Leslie Davis, Tenafly, 33-9½; 2. Kim Gilman, New Milford, 33-¾; 3. Danielle Bauer, Tenafly, 33-3¾. — [419, 583, 614, 613]
result-paragraph: Discus — 1. Melissa Blackington, Old Tappan, 106-3; 2. Pascal Barrau, Paramus Catholic, 100-4; 3. Lynn Greene, Westwood, 101-8; 4. Wendy Folio, Pascack Valley, 101-4; 5. Diane Mueller, Pascack Valley, 90-5. — [419, 1312, 614, 1353]
result-paragraph: Paramus Catholic 36, Dumont 27½, St. Joseph 26, Ramapo 21, Englewood 21, Indian Hills 20, River Dell 19, Ramsey 14, Ramsey 14, Ridgefield Park and Pascack Hills 11, Old Tappan 10, Westwood 9, Pascack Valley 1, Cliffside Park 1, Northern Highlands 1, Rutherford 0. — [9, 1641, 204, 1704]
result-paragraph: Teaneck 77, Hackensack 72, Ridgewood 65, Fair Lawn 21, Paramus 10, Immaculate Heart 5. — [419, 1571, 614, 1592]
result-paragraph: 400M — 1. Hank Boggio, Indian Hills, 50.3; 2. Bob Swan, Pascack Valley, 51.5; 3. Fred Lenhart, St. Joseph, 51.8; 4. Jerry Harper, Ramsey, 51.9; 5. Kevin Connell, Dumont, 52.6. — [9, 1797, 204, 1839]
result-paragraph: Javelin — 1. Tracy Larsen, Dumont, 136-6; 2. Barbara Gradeck, Westwood, 116-10; 3. Lynn Greene, Westwood, 111-2; 4. Sue Parker, Pascack Valley, 108-0; 5. Regina Weinaud, Westwood, 113-10. — [419, 1357, 614, 1398]
result-paragraph: Triple Jump — 1. Bill Fichter, Morris Catholic, 42-6; 2. Dave Stuart, DePaul, 40-10; 3. Ed Fedda, Lakeland, 40-4; 4. Joe Jacobs, Morris Catholic, 39-5½. — [624, 1741, 819, 1772]
result-paragraph: 800M — 1. Darryl Lewis, Cresskill, 2:30.4; 2. Cecilia Connors, Cresskill, 2:32.5; 3. Debbie Burr, Becton, 2:32.9; 4. Jenny Burke, Palisades Pk., 2:37.4; 5. Jennie Gazara, Becton, 2:39.1. — [214, 1370, 409, 1412]
result-paragraph: 100H — 1. Judy Palmer, Teaneck, 16.0; 2. Robin Eder, Teaneck, 16.8; 3. Adrienne Bennett, Hackensack, 16.8; 4. Kathy Hussey, Fair Lawn, 17.2; 5. Sue Mason, Ridgewood, 17.3. — [419, 1876, 614, 1917]
result-paragraph: 3000M — 1. Ernie Lupo, St. Joseph, 8:58.4; 2. Jim Kane, Dumont, 8:59.9; 3. Rich Berrier, Ridgefield Park, 9:13.4; 4. Jeff Walker, Old Tappan, 9:16.2; 5. Steve Schaefer, Demarest, 9:22.6. — [9, 1932, 204, 1974]
section-heading: Group 2 boys — [9, 833, 99, 849]
result-paragraph: 100M — 1. Ken Kile, Lakeland, 11.1 (ties conference record set by Bill Coe of DePaul in 1980); 2. Kevin Gilmore, Lakeland, 11.6; 3. Kevin O'Connell, Morris Catholic, 11.7; 4. Jerry Hop, Montville, 11.8; 5. John DeYoung, Montville, 11.9. — [624, 1059, 819, 1111]
column-2 — [214, 54, 410, 2024]
score-left: Trenton 5 — [624, 1930, 658, 1940]
team-scores-label: TEAM SCORES — [419, 1559, 488, 1570]
result-paragraph: 400M — 1. Chris Haley, Glen Rock, 50.7; 2. Chris Pizza, Cresskill, 52.6; 3. Peter Grogan, Emerson, 52.3; 4. Scott Lewis, Emerson, 53.8; 5. Dave Tomicki, Emerson, 54.1. — [9, 232, 204, 273]
score-left: Glassboro 10 — [624, 1899, 670, 1909]
article-columns — [9, 54, 819, 2121]
result-paragraph: 800M — 1. Bianca O'Connell, Rutherford, 2:22.2; 2. Eileen Keyes, Tenafly, 2:28.2; 3. Lisa Fallen, Tenafly, 2:30.3; 4. Moria Williamson, Rutherford, 2:30.8; 5. Denise Fasci, Saddle Brook, 2:37.7. — [419, 113, 614, 154]
result-paragraph: 100H — 1. Renee Carter, Englewood, 15.2; 2. Mary Samson, Cliffside Park, 15.9; 3. Sue Drumbeck, Ramsey, 16.2; 4. Karen Jones, Westwood, 17.1; 5. Linda Moleski, Indian Hills, 17.2. — [419, 1077, 614, 1118]
score-left: Columbia 6-12 — [624, 1965, 676, 1975]
score-right: Williamson 2 — [773, 1899, 819, 1909]
score-right: Moravian 6 — [779, 2006, 819, 2016]
score-right: Glassboro 4-1 — [770, 1996, 819, 2006]
result-paragraph: High Jump — 1. Bill Poise, Bergen Tech, 6-1; 2. Theo Smith, Bergen Tech, 6-0; 3. Jim Trainor, Tenafly, 6-0; 4. John Pedali, Queen of Peace, 6-0; 5. Sam Bowen, Garfield, 6-0. — [9, 1562, 204, 1604]
score-left: Glassboro 8-4 — [624, 1986, 673, 1996]
score-left: Bergen CC 333 — [624, 1859, 678, 1869]
result-paragraph: Discus — 1. Terrance Moseley, Hackensack, 178-2; 2. Marcus Thomas, Hackensack, 165-2; 3. Rich Stella, Paramus Catholic, 160-3; 4. Phil Lam, Fair Lawn, 152-7; 5. Brian Kearns, Ridgewood, 136-5. — [214, 876, 409, 918]
result-paragraph: 1600 Relay — 1. Saddle Brook, (Francica Danko, N. Larena, E. Larena), 53.4; 2. Tenafly, 55.0; 3. New Milford, 55.2; 4. Rutherford, 56.8; 5. Queen of Peace, 60.3. — [419, 347, 614, 389]
baseball-schedule-days — [624, 2063, 820, 2120]
result-paragraph: Triple Jump — 1. Renee Carter, Englewood, 35-2; 2. Kathi Cochran, Westwood, 35-3¼; 3. Stacia Pelsiehal, Old Tappan, 34-9¾; 4. Mary Samson, Cliffside Park, 34-7¾; 5. Cheri Lomboy, Westwood, 33-10. — [419, 1402, 614, 1444]
result-paragraph: 110HH — 1. Andy Hodgins, Park Ridge, 15.3; 2. Eamon McGuinness, Emerson, 16.0; 3. Nick Krohn, Cresskill, 16.1; 4. Mark Bogdanski, Midland Pk., 16.1; 5. Ed Bergin, Waldwick, 16.2. — [9, 412, 204, 453]
result-paragraph: 1500M — 1. Mary Ellen McGowan, Pascack Valley, 4:48.2; 2. Pattie McClusker, Dumont, 4:56.8; 3. Siobhan Sellane, Old Tappan, 4:57.4; 4. Kara Lazari, Northern Highlands, 4:58.1; 5. Dina Imgold, Ramapo, 5:00.9. — [419, 977, 614, 1018]
result-paragraph: 100M — 1. Debbie Bridde, Butler, 12.6; 2. Marie Ryan, Morris Catholic, 12.9; 3. Chris Labur, Morris Catholic, 13.4; 4. Cathy Aiutu, Butler, 13.5; 5. Kathy Abbott, Butler, 13.8. — [624, 347, 819, 389]
day-label: Yesterday — [624, 1944, 663, 1954]
result-paragraph: Discus — 1. Dana Ellis, Ramapo, 176-2; 2. Todd Lerner, Dumont, 159-3; 3. John Ferrandino, Demarest, 131-11; 4. Rich Davis, St. Joseph, 132-10; 5. Roy Rispoli, Indian Hills, 132-4. — [214, 99, 409, 140]
team-scores-label: TEAM SCORES — [214, 1898, 283, 1909]
result-paragraph: Long Jump — 1. Linda Dorel, Jefferson, 16-9¾; 2. Chris Ehrle, Montville, 16-2; 3. Kathy Moriarty, Lakeland, 15-9; 4. Chris Hamilton, Jefferson, 15-0; 5. Chris Lobur, Morris Catholic, 14-9½. — [624, 945, 819, 987]
result-paragraph: Pole Vault — 1. John Laska, Cresskill, 12-0; 2. Cadry, Park Ridge, 12-0; 3. Dunn, Wallington, 11-6; 4. Stulz, Park Ridge, 11-0; 5. Kozuch, N. Arlington, 10-6. — [9, 660, 204, 691]
result-paragraph: High Jump — 1. Kathi Cochran, Westwood, 5-0; 2. Jane Farrell, River Dell, 4-10; 3. Laura Nicholson, Pascack Hills, 4-10; 4. Dana Simmons, Paramus Catholic, 4-10; 5. Janette Schlenker, Ramapo, 4-10. — [419, 1492, 614, 1533]
result-paragraph: 1500M — 1. Bob Schwartz, Demarest, 4:09.4; 2. Rich DeFilippis, Paramus Catholic, 4:09.8; 3. Ernie Lupo, St. Joseph, 4:11.6; 4. Kirk Marshall, Northern Highlands, 4:14.9; 5. Jim Rolsh, Ramapo, 4:15.3. — [9, 1887, 204, 1928]
section-heading: Group 4 boys — [214, 372, 305, 388]
result-paragraph: 110 meter high hurdles — 1. Mark Kraus, Butler, 14.6; 2. Paul Brachelli, Pompton Lakes, 15.5; 3. Tim Bonser, Butler, 15.0; 4. Tom Fichter, Morris Catholic, 15.7; 5. Rich Jensen, Butler, 15.8. — [624, 1370, 819, 1412]
result-paragraph: 3000M — 1. Trisha Maaden, Cresskill, 11:24.2; 2. Chris Fitzgerald, Bogota, 11:29.5; 3. Courtney Huntington, Park Ridge, 11:31.7; 4. Lynn Burroughs, Park Ridge, 11:49.9; 5. Laura Zalewski, Wood-Ridge, 12:43. — [214, 1461, 409, 1512]
score-left: Rutgers 25-7 — [624, 1975, 669, 1986]
result-paragraph: 1500M — 1. Mary Ellen Mileski, Ridgewood, 5:00.7; 2. Kathy Duffy, Ridgewood, 5:05.5; 3. Allison Fennell, Hackensack, 5:07.2; 4. Gina Dazzo, Ridgewood, 5:09.3; 5. Susan Sullivan, Rutherford, 5:16.2. — [419, 1775, 614, 1816]
result-paragraph: 100M — 1. Theo Smith, Bergen Tech, 11.2; 2. Paul Iaculli, Tenafly, 11.3; 3. Neil Morgenstern, Fr. Lea, 11.5; 4. Wildon Harris, Fr. Lea, 11.8; 5. Scott Scuka, Garfield, 11.8. — [9, 909, 204, 950]
result-paragraph: 800M — 1. Helen Lewis, Butler, 2:23.0; 2. Laura Nelson, Kinnelon, 2:29.5; 3. Jeanne Coscia, Lakeland, 2:32.5; 4. Colleen Walsh, Jefferson, 2:35.9; 5. Janet Schueler, Jefferson, 2:36.5. — [624, 482, 819, 524]
result-paragraph: High Jump — 1. Doug Bovd, Old Tappan, 6-3; 2. Joe Mackey, Paramus Catholic, 6-2; 3. Chris Walt, Indian Hills, 6-0; 4. Brian Mullen, Paramus Catholic, 6-0; 5. Chris Lonergan, Ramapo, 6-0. — [214, 323, 409, 365]
result-paragraph: 200M — 1. Stephanie Laughlin, Teaneck, 25.6; 2. Caroline Morris, Hackensack, 26.4; 3. Kathy Greene, Hackensack, 26.6; 4. Sharon Rossi, Ridgewood, 27.3; 5. Pam Bryant, Teaneck, 28.2. — [419, 1640, 614, 1681]
team-scores-label: TEAM SCORES — [214, 391, 283, 401]
result-paragraph: 200M — 1. Andrea Ostrowski, Park Ridge, 27.0; 2. Cathy Musacchio, Bogota, 27.1; 3. Donna Rothman, Becton, 27.4; 4. Cathy Musacchio, Bogota, 28.4; 5. Gladys Anderson, Palisades Pk., 28.4; 6. Nicole Resch, Cresskill, 28.7. — [214, 1271, 409, 1322]
result-paragraph: Shot Put — 1. Beth Sova, Lakeland, 37-11¼; 2. Sue Lorincz, Pequannock, 37-2¼; 3. Diane Sova, Montville, 32-8¾; 4. Monica Huber, Kinnelon, 32-1; 5. Pam Talazer, Butler, 31-11. — [624, 776, 819, 818]
result-paragraph: Javelin — 1. Mike Wood, Pequannock, 189-0; 2. Steve Wood, Butler, 179-4; 3. Chris Nicoli, Pompton Lakes, 175-7; 4. Jim Van Andel, Morris Catholic, 174-2; 5. Ed Gorny, Butler, 165-0. — [624, 1596, 819, 1637]
day-label: Friday — [624, 1887, 649, 1897]
result-paragraph: 1500M — 1. Trisha Maaden, Cresskill, 5:28.3; 2. Chris Fitzgerald, Bogota, 5:20.5; 3. Lynn Musacchio, Wallington, 5:21.0; 4. Lisa Allain, Midland Pk., 5:26.1; 5. Ann Timco, Midland Pk., 5:27.8. — [214, 1416, 409, 1457]
result-paragraph: 400IH — 1. Tracey Gunther, Park Ridge, 71.0; 2. Pam Swatbeck, Midland Pk., 71.1; 3. Joyce Rozanski, Becton, 71.5; 4. Terry McGuire, Waldwick, 73.5; 5. Kim Bergstrom, Park Ridge, 73.6. — [214, 1561, 409, 1603]
team-scores-label: TEAM SCORES — [9, 852, 78, 863]
schedule-line: Seton Hall at Columbia (2), 1 p.m. — [624, 2073, 743, 2084]
section-heading: Group 1 boys — [9, 55, 99, 71]
result-paragraph: High Jump — 1. Tom DeVita, Bergen Catholic, 6-3; 2. George DeBerry, Teaneck, 6-2; 3. Paul Murphy, Ridgewood, 6-0; 4. Eddie Cohone, Paramus, 5-8; 5. John Wagner, Ridgewood, 5-8. — [214, 1101, 409, 1143]
result-paragraph: 100H — 1. Joyce Rozanski, Becton, 17.1; 2. Patty Vellonis, Waldwick, 17.8; 3. Ginny Seitzer, Midland Pk., 17.7; 4. Pam Fisher, Ridgefield, 17.9; 5. Donna MacGill, Midland Pk., 18.4. — [214, 1516, 409, 1557]
schedule-line: Seton Hall at Upsala, 3:15 p.m. — [624, 2109, 732, 2119]
score-row — [624, 1860, 820, 1870]
result-paragraph: 1600 relay — 1. Paramus Catholic (Angel Messas, Pete DelPardo, Ed Dealessio, Ron Thibault), 3:28.7; 2. Indian Hills, 3:32.8; 3. Englewood, 3:35.3; 4. St. Joseph, 3:35.5. — [9, 2067, 204, 2108]
result-paragraph: 400 intermediate hurdles — 1. Mark Kraus, Butler, 56.0; 2. Tom Fichter, Morris Catholic, 58.0; 3. Chris Fichter, Morris Catholic, 58.6; 4. Jim Brown, Pequannock, 58.6; 5. Mike Barbera, DePaul, 59.9. — [624, 1416, 819, 1457]
result-paragraph: 800M — 1. Patti McCutcheon, Dumont, 2:27.4; 2. Mary Ellen McGowan, Pascack Valley, 2:27.2; 3. Maria Nordberg, Bergenfield, 2:27.6; 4. Pat Seyer, Pascack Valley, 2:27.7; 5. Coleen Murphy, Ramsey, 2:30.5. — [419, 931, 614, 973]
result-paragraph: Triple Jump — 1. Ed Alston, Hackensack, 46-3; 2. Kevin Edwards, Hackensack, 43-10; 3. Jimmy Ray, Teaneck, 41-8¼; 4. George Deberry, Teaneck, 41-6; 5. Mike Reilly, Don Bosco, 40-10¼. — [214, 1011, 409, 1052]
